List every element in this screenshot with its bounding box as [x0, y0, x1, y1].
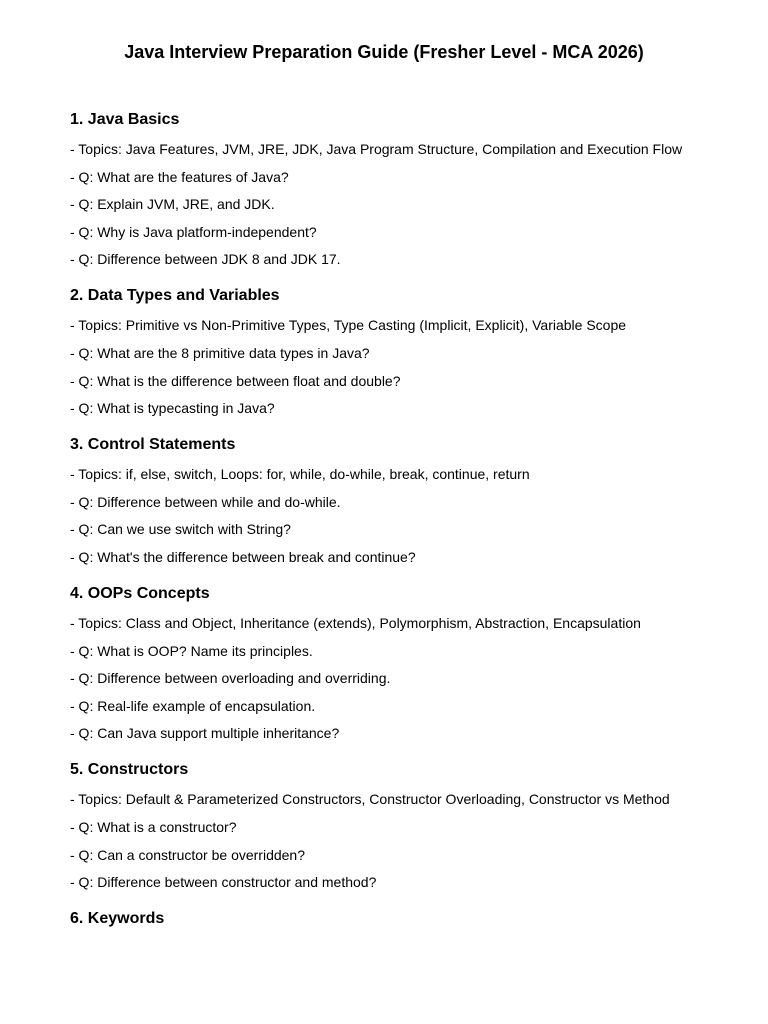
list-item: - Q: Why is Java platform-independent?: [70, 223, 317, 240]
list-item: - Topics: Default & Parameterized Constructors, Constructor Overloading, Constructor vs Method: [70, 791, 670, 808]
list-item: - Topics: Primitive vs Non-Primitive Types, Type Casting (Implicit, Explicit), Variable Scope: [70, 317, 627, 334]
list-item: - Q: Can a constructor be overridden?: [70, 846, 306, 863]
document-content: [70, 108, 750, 939]
list-item: - Q: What are the 8 primitive data types in Java?: [70, 344, 370, 361]
list-item: - Topics: if, else, switch, Loops: for, while, do-while, break, continue, return: [70, 466, 530, 483]
section-keywords: [70, 907, 750, 931]
section-heading: 6. Keywords: [70, 910, 165, 928]
section-heading: 3. Control Statements: [70, 436, 236, 454]
list-item: - Q: Difference between constructor and method?: [70, 874, 377, 891]
list-item: - Topics: Class and Object, Inheritance (extends), Polymorphism, Abstraction, Encapsulation: [70, 614, 641, 631]
list-item: - Q: What is the difference between float and double?: [70, 372, 401, 389]
list-item: - Q: Difference between JDK 8 and JDK 17.: [70, 251, 341, 268]
section-heading: 2. Data Types and Variables: [70, 287, 280, 305]
list-item: - Q: What is typecasting in Java?: [70, 400, 275, 417]
list-item: - Q: What is OOP? Name its principles.: [70, 642, 313, 659]
list-item: - Q: What is a constructor?: [70, 818, 237, 835]
section-java-basics: [70, 108, 750, 269]
section-heading: 1. Java Basics: [70, 111, 180, 128]
list-item: - Q: Explain JVM, JRE, and JDK.: [70, 196, 275, 213]
section-heading: 5. Constructors: [70, 761, 189, 779]
list-item: - Q: Can we use switch with String?: [70, 521, 291, 538]
section-data-types: [70, 284, 750, 418]
section-control-statements: [70, 433, 750, 567]
list-item: - Q: Difference between while and do-while.: [70, 493, 341, 510]
list-item: - Q: Difference between overloading and overriding.: [70, 670, 391, 687]
section-oops-concepts: [70, 582, 750, 743]
list-item: - Q: What are the features of Java?: [70, 168, 289, 185]
section-heading: 4. OOPs Concepts: [70, 584, 210, 602]
section-constructors: [70, 758, 750, 892]
list-item: - Q: What's the difference between break and continue?: [70, 548, 416, 565]
list-item: - Q: Real-life example of encapsulation.: [70, 697, 316, 714]
list-item: - Topics: Java Features, JVM, JRE, JDK, Java Program Structure, Compilation and Execution Flow: [70, 141, 683, 157]
list-item: - Q: Can Java support multiple inheritance?: [70, 725, 340, 742]
document-title: Java Interview Preparation Guide (Fresher Level - MCA 2026): [124, 42, 644, 62]
